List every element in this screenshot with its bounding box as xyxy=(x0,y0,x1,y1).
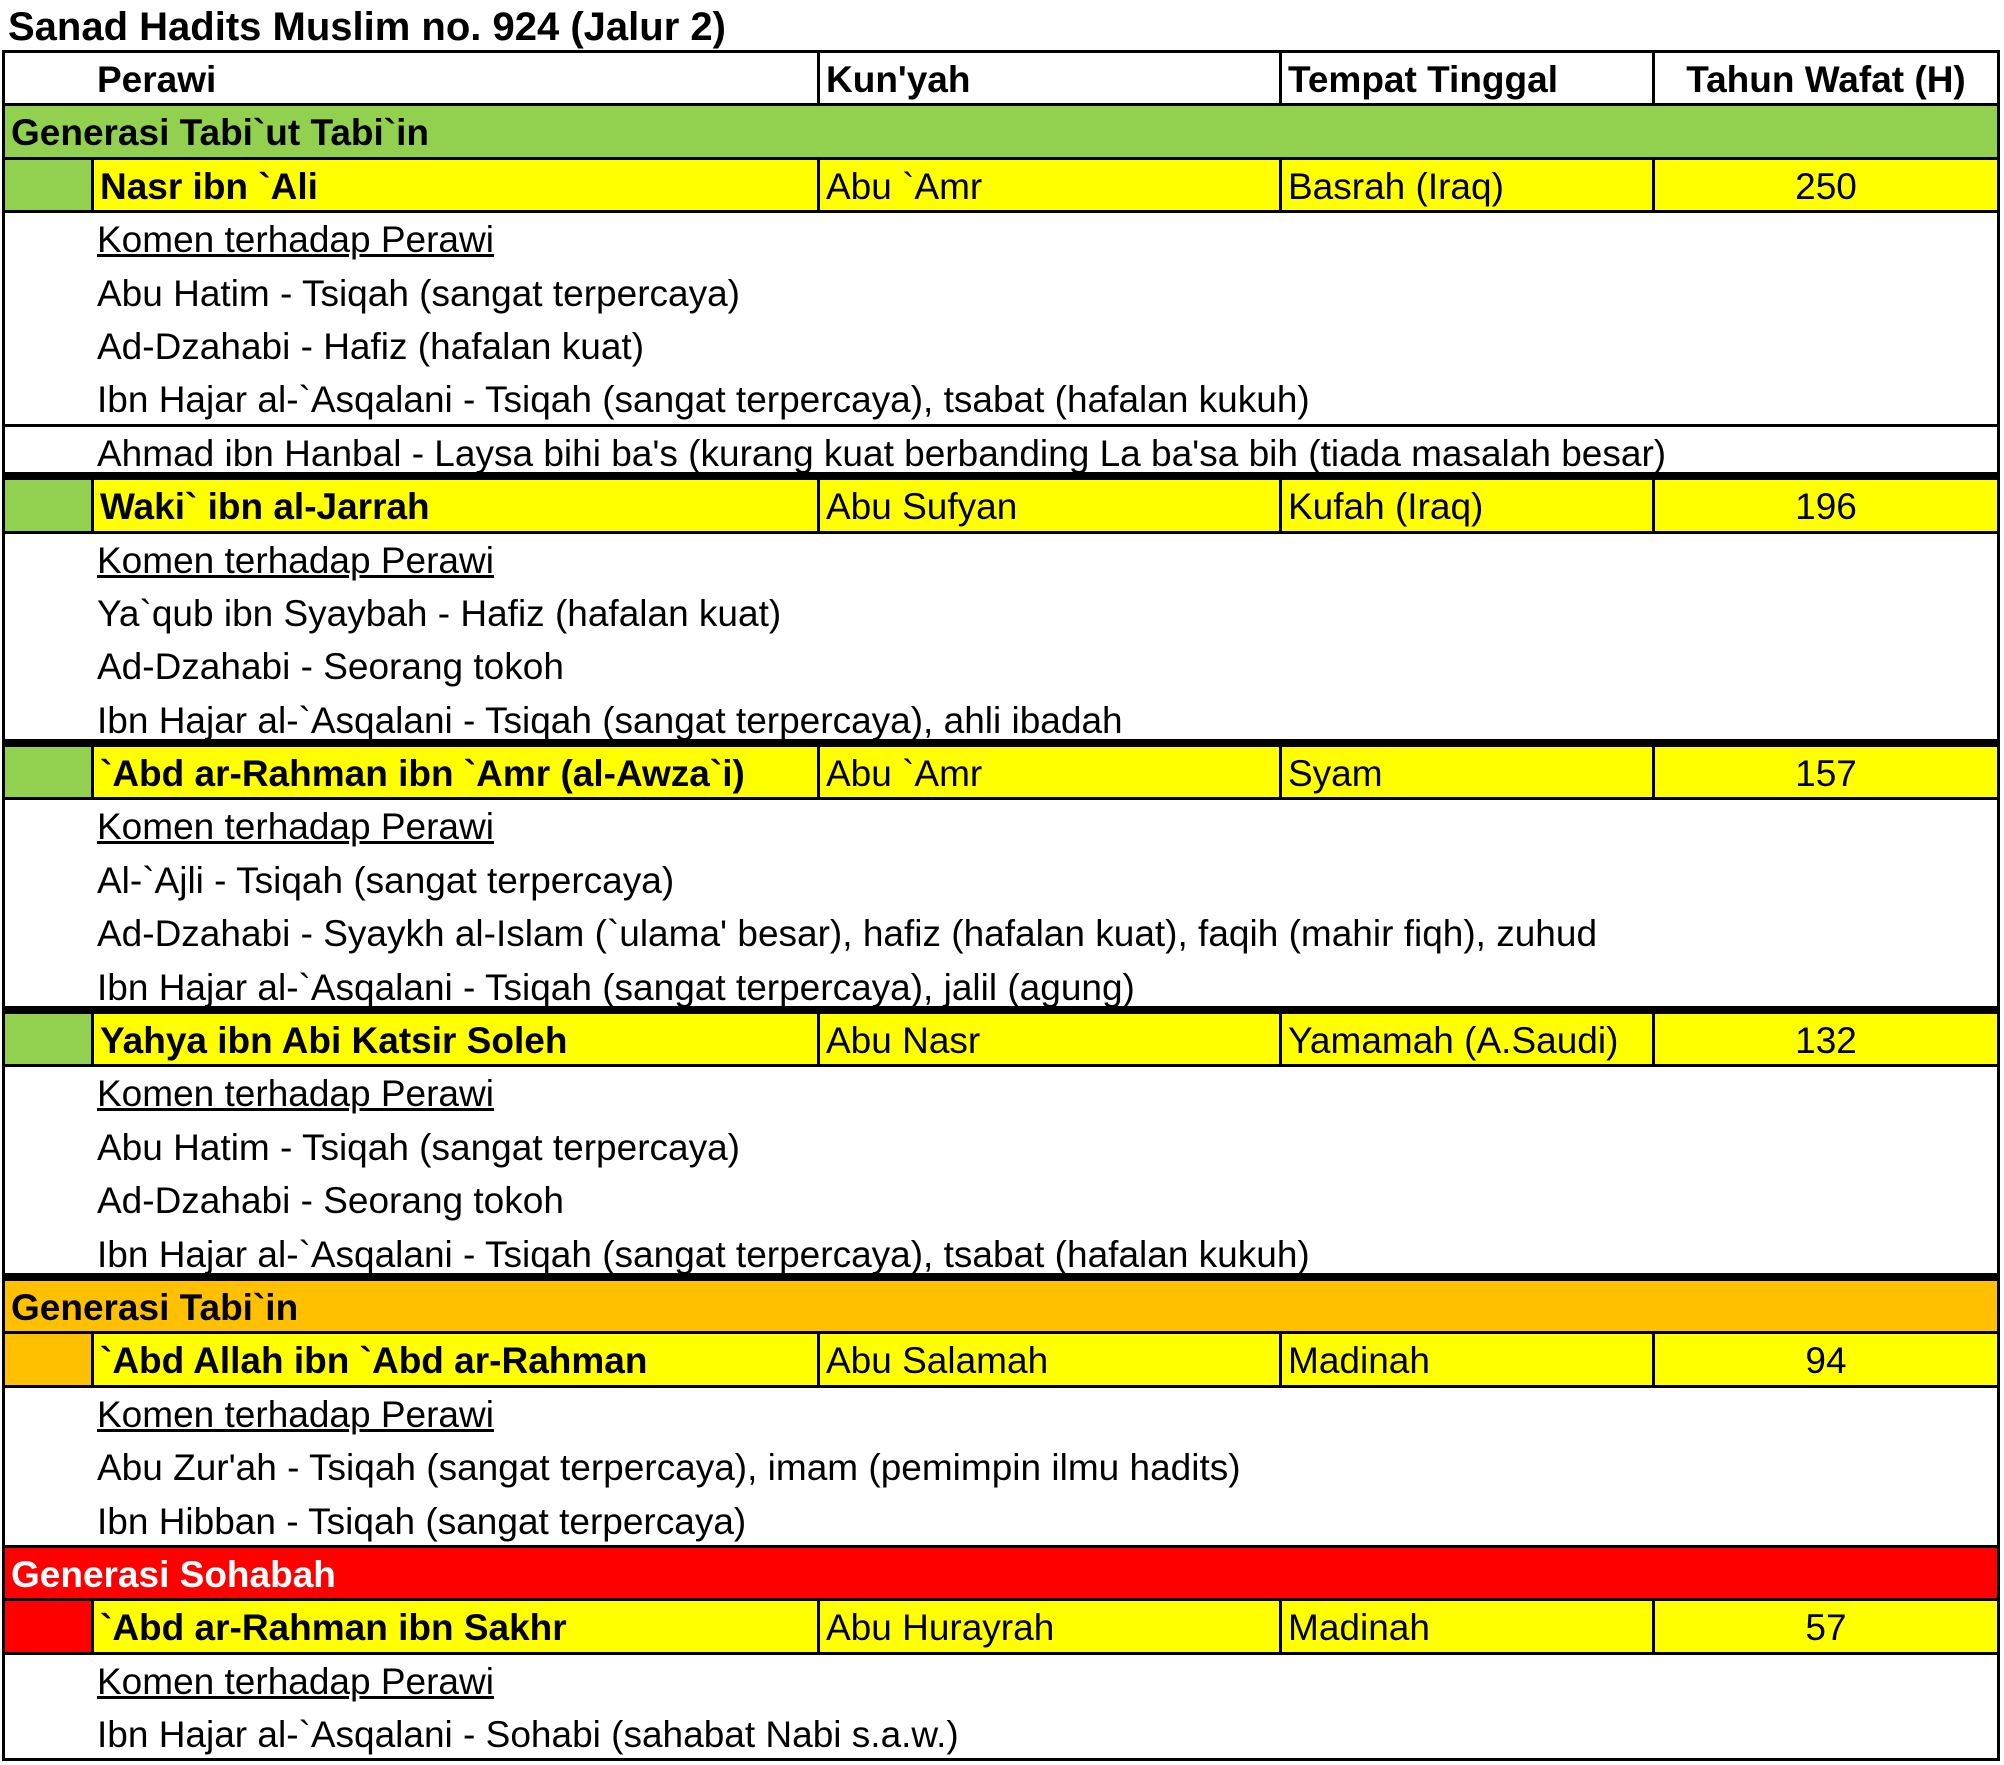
comment-heading: Komen terhadap Perawi xyxy=(97,806,494,848)
comment-heading-row xyxy=(5,1388,1997,1441)
narrator-row xyxy=(5,1014,1997,1067)
narrator-tempat: Madinah xyxy=(1279,1334,1652,1384)
narrator-row xyxy=(5,747,1997,800)
comment-row xyxy=(5,267,1997,320)
comment-heading-row xyxy=(5,1067,1997,1120)
comment-text: Ibn Hibban - Tsiqah (sangat terpercaya) xyxy=(97,1500,747,1542)
comment-row xyxy=(5,1708,1997,1761)
comment-row xyxy=(5,961,1997,1014)
comment-text: Ahmad ibn Hanbal - Laysa bihi ba's (kurang kuat berbanding La ba'sa bih (tiada masalah besar) xyxy=(97,432,1667,474)
narrator-name: Nasr ibn `Ali xyxy=(91,160,817,210)
comment-text: Ibn Hajar al-`Asqalani - Sohabi (sahabat Nabi s.a.w.) xyxy=(97,1714,959,1756)
header-tempat: Tempat Tinggal xyxy=(1279,53,1652,103)
narrator-name: `Abd ar-Rahman ibn `Amr (al-Awza`i) xyxy=(91,747,817,797)
comment-row xyxy=(5,694,1997,747)
comment-text: Ad-Dzahabi - Seorang tokoh xyxy=(97,1180,564,1222)
comment-text: Al-`Ajli - Tsiqah (sangat terpercaya) xyxy=(97,859,675,901)
comment-row xyxy=(5,640,1997,693)
narrator-tahun: 196 xyxy=(1652,480,1997,530)
comment-heading-row xyxy=(5,534,1997,587)
comment-heading: Komen terhadap Perawi xyxy=(97,219,494,261)
comment-row xyxy=(5,1121,1997,1174)
comment-heading-row xyxy=(5,213,1997,266)
narrator-tahun: 94 xyxy=(1652,1334,1997,1384)
generation-label: Generasi Tabi`in xyxy=(11,1286,299,1328)
narrator-row xyxy=(5,1334,1997,1387)
header-row xyxy=(5,53,1997,106)
comment-heading: Komen terhadap Perawi xyxy=(97,1660,494,1702)
narrator-tahun: 250 xyxy=(1652,160,1997,210)
generation-marker xyxy=(5,480,91,530)
comment-row xyxy=(5,587,1997,640)
generation-label: Generasi Sohabah xyxy=(11,1553,336,1595)
narrator-kunyah: Abu Nasr xyxy=(817,1014,1279,1064)
sanad-table xyxy=(2,50,2000,1761)
comment-text: Ad-Dzahabi - Syaykh al-Islam (`ulama' besar), hafiz (hafalan kuat), faqih (mahir fiqh), zuhud xyxy=(97,913,1598,955)
comment-text: Ya`qub ibn Syaybah - Hafiz (hafalan kuat) xyxy=(97,592,782,634)
comment-text: Abu Hatim - Tsiqah (sangat terpercaya) xyxy=(97,1126,741,1168)
narrator-tempat: Yamamah (A.Saudi) xyxy=(1279,1014,1652,1064)
narrator-tahun: 132 xyxy=(1652,1014,1997,1064)
comment-heading: Komen terhadap Perawi xyxy=(97,1073,494,1115)
comment-row xyxy=(5,373,1997,426)
narrator-tempat: Basrah (Iraq) xyxy=(1279,160,1652,210)
generation-label: Generasi Tabi`ut Tabi`in xyxy=(11,112,430,154)
comment-text: Ad-Dzahabi - Hafiz (hafalan kuat) xyxy=(97,325,645,367)
generation-row-sohabah xyxy=(5,1548,1997,1601)
narrator-tempat: Kufah (Iraq) xyxy=(1279,480,1652,530)
narrator-name: Yahya ibn Abi Katsir Soleh xyxy=(91,1014,817,1064)
narrator-kunyah: Abu `Amr xyxy=(817,160,1279,210)
comment-heading-row xyxy=(5,800,1997,853)
header-kunyah: Kun'yah xyxy=(817,53,1279,103)
narrator-kunyah: Abu Sufyan xyxy=(817,480,1279,530)
comment-row xyxy=(5,1495,1997,1548)
narrator-kunyah: Abu `Amr xyxy=(817,747,1279,797)
narrator-name: `Abd Allah ibn `Abd ar-Rahman xyxy=(91,1334,817,1384)
generation-marker xyxy=(5,1014,91,1064)
comment-text: Abu Zur'ah - Tsiqah (sangat terpercaya), imam (pemimpin ilmu hadits) xyxy=(97,1447,1241,1489)
comment-heading-row xyxy=(5,1655,1997,1708)
narrator-row xyxy=(5,1601,1997,1654)
comment-heading: Komen terhadap Perawi xyxy=(97,1393,494,1435)
comment-row xyxy=(5,854,1997,907)
generation-marker xyxy=(5,160,91,210)
page-title: Sanad Hadits Muslim no. 924 (Jalur 2) xyxy=(8,5,726,49)
comment-text: Ibn Hajar al-`Asqalani - Tsiqah (sangat terpercaya), jalil (agung) xyxy=(97,966,1135,1008)
narrator-kunyah: Abu Hurayrah xyxy=(817,1601,1279,1651)
comment-text: Ibn Hajar al-`Asqalani - Tsiqah (sangat terpercaya), tsabat (hafalan kukuh) xyxy=(97,1233,1310,1275)
narrator-tahun: 157 xyxy=(1652,747,1997,797)
comment-text: Abu Hatim - Tsiqah (sangat terpercaya) xyxy=(97,272,741,314)
comment-row xyxy=(5,1441,1997,1494)
narrator-tempat: Syam xyxy=(1279,747,1652,797)
narrator-kunyah: Abu Salamah xyxy=(817,1334,1279,1384)
narrator-row xyxy=(5,160,1997,213)
generation-marker xyxy=(5,1334,91,1384)
comment-row xyxy=(5,907,1997,960)
comment-row xyxy=(5,427,1997,480)
comment-text: Ibn Hajar al-`Asqalani - Tsiqah (sangat terpercaya), tsabat (hafalan kukuh) xyxy=(97,379,1310,421)
narrator-row xyxy=(5,480,1997,533)
header-tahun: Tahun Wafat (H) xyxy=(1652,53,1997,103)
narrator-name: Waki` ibn al-Jarrah xyxy=(91,480,817,530)
comment-text: Ad-Dzahabi - Seorang tokoh xyxy=(97,646,564,688)
generation-row-tabiin xyxy=(5,1281,1997,1334)
narrator-tahun: 57 xyxy=(1652,1601,1997,1651)
comment-row xyxy=(5,1174,1997,1227)
comment-heading: Komen terhadap Perawi xyxy=(97,539,494,581)
generation-row-tabiut-tabiin xyxy=(5,106,1997,159)
generation-marker xyxy=(5,747,91,797)
comment-text: Ibn Hajar al-`Asqalani - Tsiqah (sangat terpercaya), ahli ibadah xyxy=(97,699,1123,741)
narrator-tempat: Madinah xyxy=(1279,1601,1652,1651)
comment-row xyxy=(5,1228,1997,1281)
comment-row xyxy=(5,320,1997,373)
generation-marker xyxy=(5,1601,91,1651)
narrator-name: `Abd ar-Rahman ibn Sakhr xyxy=(91,1601,817,1651)
header-perawi: Perawi xyxy=(97,59,217,100)
